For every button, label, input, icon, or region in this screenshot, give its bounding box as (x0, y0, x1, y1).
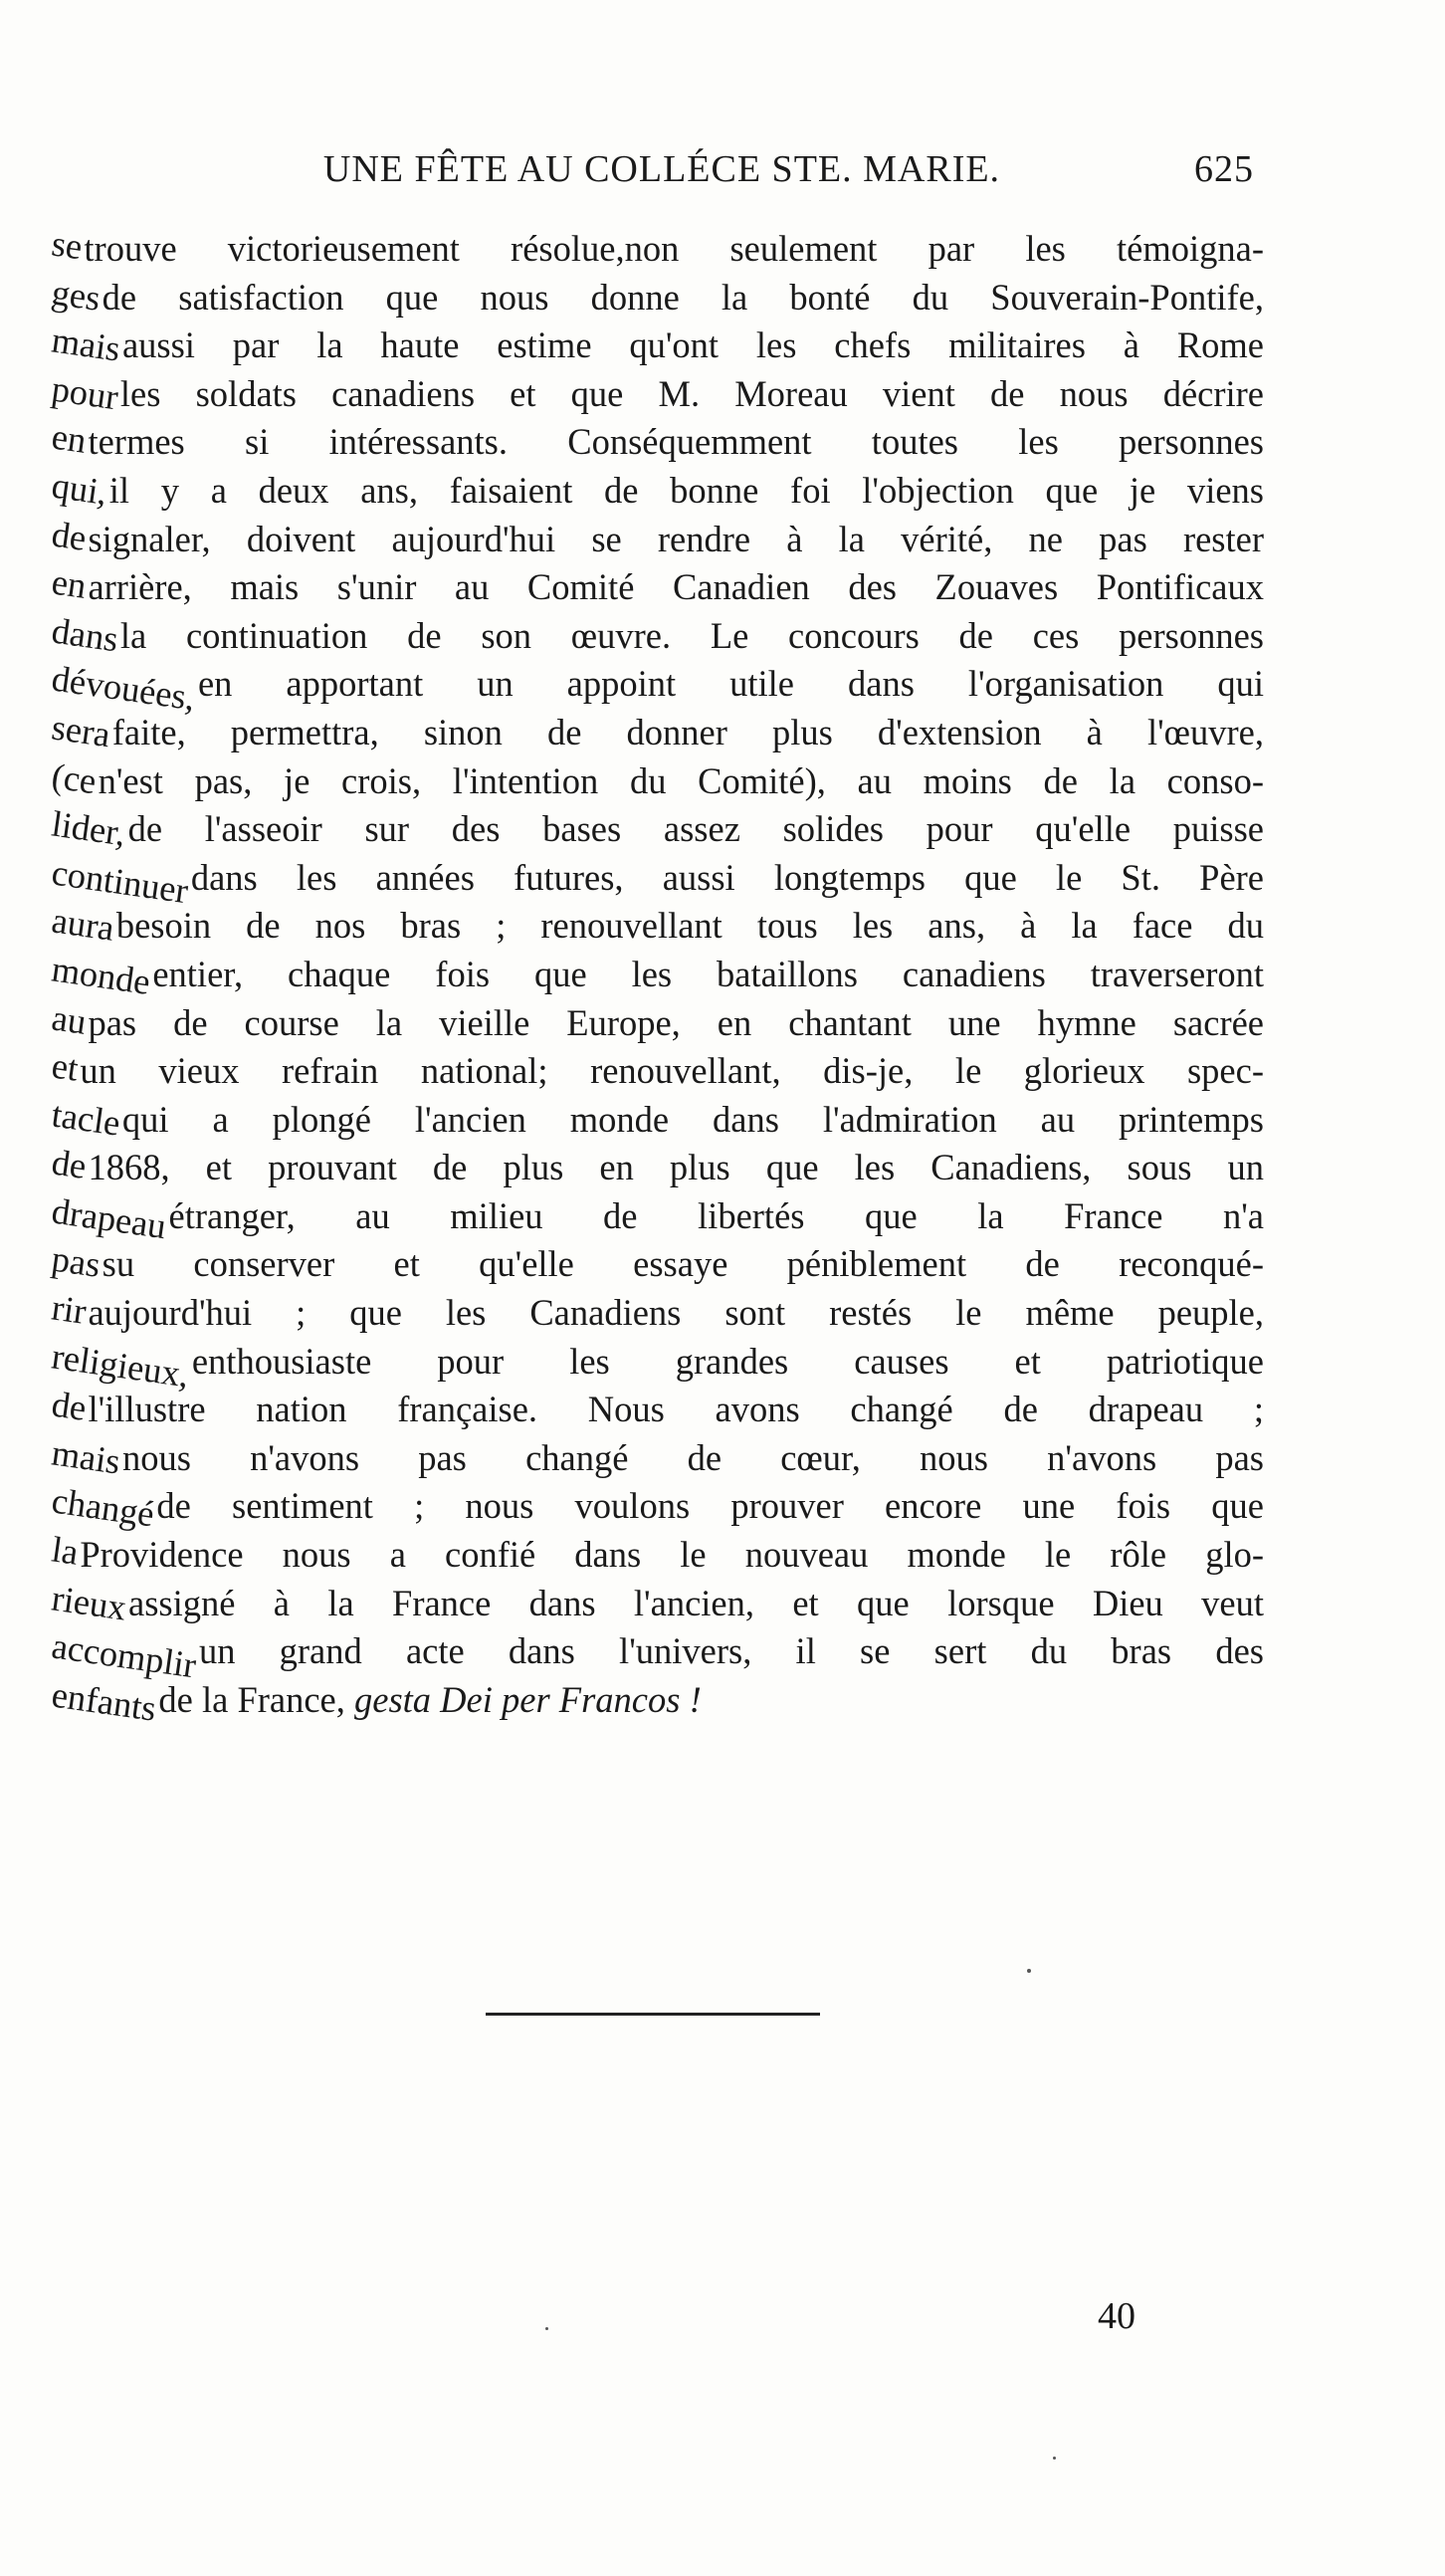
line-lead-word: sera (49, 706, 113, 755)
line-text: entier, chaque fois que les bataillons canadiens traverseront (152, 953, 1264, 994)
text-line (48, 996, 1264, 1048)
line-text: su conserver et qu'elle essaye péniblement de reconqué- (102, 1243, 1264, 1285)
line-text: en apportant un appoint utile dans l'organisation qui (197, 663, 1264, 705)
text-line (48, 1044, 1264, 1096)
line-text: de sentiment ; nous voulons prouver encore une fois que (156, 1485, 1264, 1527)
line-lead-word: (ce (49, 754, 100, 801)
ink-speck (545, 2327, 548, 2330)
signature-number: 40 (1098, 2295, 1135, 2337)
line-text: besoin de nos bras ; renouvellant tous les ans, à la face du (115, 905, 1264, 947)
line-text: pas de course la vieille Europe, en chantant une hymne sacrée (88, 1001, 1264, 1043)
line-text: enthousiaste pour les grandes causes et patriotique (191, 1340, 1264, 1382)
line-lead-word: pour (49, 367, 121, 418)
line-lead-word: accomplir (49, 1624, 199, 1686)
text-line (48, 367, 1264, 419)
line-lead-word: continuer (49, 851, 191, 912)
line-lead-word: dans (49, 609, 121, 660)
line-lead-word: rieux (49, 1577, 129, 1628)
line-text: signaler, doivent aujourd'hui se rendre à la vérité, ne pas rester (88, 518, 1264, 559)
line-lead-word: de (49, 1383, 90, 1429)
line-text: n'est pas, je crois, l'intention du Comité), au moins de la conso- (98, 759, 1264, 801)
line-text: 1868, et prouvant de plus en plus que les Canadiens, sous un (88, 1147, 1264, 1188)
line-text: la continuation de son œuvre. Le concours de ces personnes (119, 614, 1264, 656)
line-lead-word: mais (49, 1431, 123, 1482)
line-text: de l'asseoir sur des bases assez solides pour qu'elle puisse (127, 808, 1264, 850)
line-text: un grand acte dans l'univers, il se sert du bras des (198, 1630, 1264, 1672)
line-text: termes si intéressants. Conséquemment toutes les personnes (88, 421, 1264, 463)
line-text: étranger, au milieu de libertés que la France n'a (168, 1194, 1264, 1236)
line-text: trouve victorieusement résolue,non seulement par les témoigna- (84, 228, 1264, 269)
line-text: l'illustre nation française. Nous avons changé de drapeau ; (88, 1389, 1264, 1430)
line-lead-word: au (49, 996, 90, 1042)
line-lead-word: et (49, 1044, 82, 1089)
line-text: aussi par la haute estime qu'ont les chefs militaires à Rome (121, 324, 1264, 366)
text-line (48, 1528, 1264, 1580)
line-lead-word: qui, (49, 464, 110, 513)
line-text: nous n'avons pas changé de cœur, nous n'avons pas (121, 1436, 1264, 1478)
text-line (48, 1479, 1264, 1535)
line-lead-word: de (49, 1141, 90, 1187)
text-line (48, 1431, 1264, 1483)
line-lead-word: lider, (49, 802, 129, 854)
line-text: Providence nous a confié dans le nouveau monde le rôle glo- (80, 1534, 1264, 1576)
text-line (48, 657, 1264, 719)
body-paragraph (48, 222, 1264, 1729)
line-lead-word: de (49, 513, 90, 558)
final-text-line (48, 1673, 1264, 1729)
page-number: 625 (1194, 148, 1254, 190)
text-line (48, 415, 1264, 467)
text-line (48, 1383, 1264, 1434)
line-text: qui a plongé l'ancien monde dans l'admiration au printemps (121, 1098, 1264, 1140)
line-lead-word: religieux, (49, 1335, 192, 1395)
text-line (48, 560, 1264, 612)
line-text: les soldats canadiens et que M. Moreau vient de nous décrire (119, 372, 1264, 414)
line-text: aujourd'hui ; que les Canadiens sont restés le même peuple, (88, 1292, 1264, 1334)
text-line (48, 319, 1264, 370)
text-line (48, 1335, 1264, 1395)
line-lead-word: drapeau (49, 1189, 169, 1247)
ink-speck (1027, 1969, 1031, 1973)
text-line (48, 1286, 1264, 1338)
line-lead-word: ges (49, 271, 103, 319)
text-line (48, 1624, 1264, 1686)
text-line (48, 1093, 1264, 1145)
text-line (48, 271, 1264, 322)
text-line (48, 948, 1264, 1002)
line-lead-word: mais (49, 319, 123, 369)
text-line (48, 851, 1264, 912)
line-text: assigné à la France dans l'ancien, et que lorsque Dieu veut (128, 1582, 1264, 1623)
line-lead-word: en (49, 560, 90, 607)
line-text: un vieux refrain national; renouvellant, dis-je, le glorieux spec- (80, 1050, 1264, 1092)
text-line (48, 1577, 1264, 1628)
text-line (48, 899, 1264, 951)
line-lead-word: la (49, 1528, 82, 1573)
text-line (48, 609, 1264, 661)
line-text: de satisfaction que nous donne la bonté du Souverain-Pontife, (102, 276, 1264, 318)
line-text: de la France, (158, 1678, 345, 1720)
line-lead-word: se (49, 222, 86, 268)
line-lead-word: pas (49, 1237, 103, 1286)
line-lead-word: dévouées, (49, 657, 198, 719)
line-lead-word: en (49, 415, 90, 462)
text-line (48, 1141, 1264, 1192)
latin-quotation: gesta Dei per Francos ! (354, 1678, 702, 1720)
text-line (48, 754, 1264, 806)
running-head (239, 147, 1254, 207)
line-text: il y a deux ans, faisaient de bonne foi l'objection que je viens (108, 469, 1264, 511)
line-text: faite, permettra, sinon de donner plus d'extension à l'œuvre, (111, 711, 1264, 752)
text-line (48, 1189, 1264, 1247)
text-line (48, 706, 1264, 757)
text-line (48, 222, 1264, 274)
text-line (48, 513, 1264, 564)
line-lead-word: monde (49, 948, 153, 1002)
line-text: dans les années futures, aussi longtemps que le St. Père (190, 856, 1264, 898)
ink-speck (1053, 2457, 1056, 2460)
line-lead-word: rir (49, 1286, 90, 1332)
text-line (48, 802, 1264, 854)
section-end-rule (486, 2013, 820, 2016)
line-lead-word: tacle (49, 1093, 123, 1144)
running-title: UNE FÊTE AU COLLÉCE STE. MARIE. (322, 148, 1001, 190)
line-lead-word: changé (49, 1479, 157, 1535)
text-line (48, 1237, 1264, 1289)
line-lead-word: enfants (49, 1673, 159, 1729)
line-text: arrière, mais s'unir au Comité Canadien des Zouaves Pontificaux (88, 566, 1264, 608)
text-line (48, 464, 1264, 516)
line-lead-word: aura (49, 899, 117, 950)
